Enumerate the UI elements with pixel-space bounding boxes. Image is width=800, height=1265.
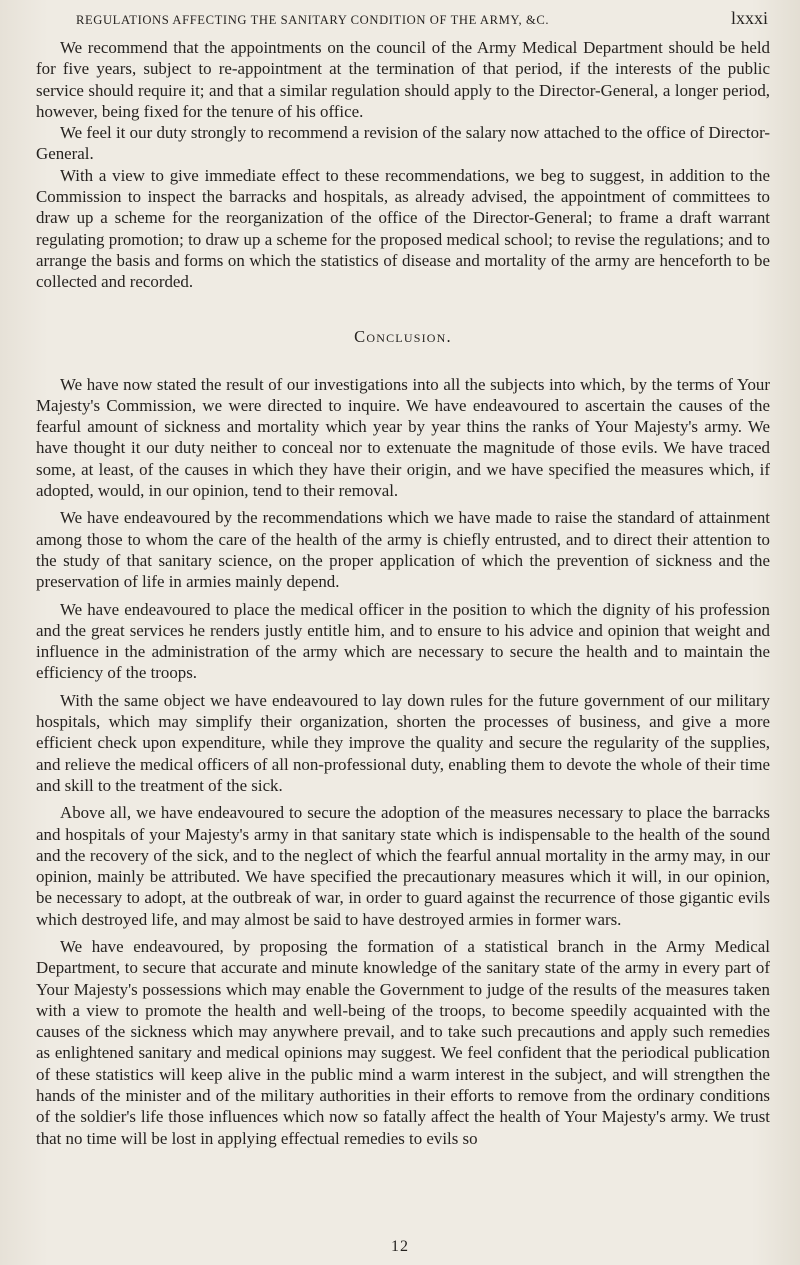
page-number: lxxxi [730,8,768,28]
paragraph-conclusion-5: Above all, we have endeavoured to secure the adoption of the measures necessary to place the barracks and hospitals of your Majesty's army in that sanitary state which is indispensable to the health of the sound and the recovery of the sick, and to the neglect of which the fearful annual mortality in the army may, in our opinion, mainly be attributed. We have specified the precautionary measures which it will, in our opinion, be necessary to adopt, at the outbreak of war, in order to guard against the recurrence of those gigantic evils which destroyed life, and may almost be said to have destroyed armies in former wars. [36,803,770,929]
paragraph-committees: With a view to give immediate effect to these recommendations, we beg to suggest, in addition to the Commission to inspect the barracks and hospitals, as already advised, the appointment of committees to draw up a scheme for the reorganization of the office of the Director-General; to frame a draft warrant regulating promotion; to draw up a scheme for the proposed medical school; to revise the regulations; and to arrange the basis and forms on which the statistics of disease and mortality of the army are henceforth to be collected and recorded. [36,165,770,292]
running-header [76,8,768,29]
signature-mark: 12 [391,1238,409,1255]
paragraph-salary: We feel it our duty strongly to recommend a revision of the salary now attached to the office of Director-General. [36,123,770,164]
paragraph-conclusion-4: With the same object we have endeavoured to lay down rules for the future government of our military hospitals, which may simplify their organization, shorten the processes of business, and give a more efficient check upon expenditure, while they improve the quality and secure the regularity of the supplies, and relieve the medical officers of all non-professional duty, enabling them to devote the whole of their time and skill to the treatment of the sick. [36,690,770,795]
paragraph-conclusion-2: We have endeavoured by the recommendations which we have made to raise the standard of attainment among those to whom the care of the health of the army is chiefly entrusted, and to direct their attention to the study of that sanitary science, on the proper application of which the prevention of sickness and the preservation of life in armies mainly depend. [36,508,770,592]
paragraph-conclusion-6: We have endeavoured, by proposing the formation of a statistical branch in the Army Medical Department, to secure that accurate and minute knowledge of the sanitary state of the army in every part of Your Majesty's possessions which may enable the Government to judge of the results of the measures taken with a view to promote the health and well-being of the troops, to become speedily acquainted with the causes of the sickness which may anywhere prevail, and to take such precautions and apply such remedies as enlightened sanitary and medical opinions may suggest. We feel confident that the periodical publication of these statistics will keep alive in the public mind a warm interest in the subject, and will strengthen the hands of the minister and of the military authorities in their efforts to remove from the ordinary conditions of the soldier's life those influences which now so fatally affect the health of Your Majesty's army. We trust that no time will be lost in applying effectual remedies to evils so [36,936,770,1148]
section-heading-conclusion: Conclusion. [354,326,452,346]
paragraph-conclusion-1: We have now stated the result of our investigations into all the subjects into which, by the terms of Your Majesty's Commission, we were directed to inquire. We have endeavoured to ascertain the causes of the fearful amount of sickness and mortality which year by year thins the ranks of Your Majesty's army. We have thought it our duty neither to conceal nor to extenuate the magnitude of those evils. We have traced some, at least, of the causes in which they have their origin, and we have specified the measures which, if adopted, would, in our opinion, tend to their removal. [36,374,770,501]
paragraph-conclusion-3: We have endeavoured to place the medical officer in the position to which the dignity of his profession and the great services he renders justly entitle him, and to ensure to his advice and opinion that weight and influence in the administration of the army which are necessary to secure the health and to maintain the efficiency of the troops. [36,599,770,683]
paragraph-council-appointments: We recommend that the appointments on the council of the Army Medical Department should be held for five years, subject to re-appointment at the termination of that period, if the interests of the public service should require it; and that a similar regulation should apply to the Director-General, a longer period, however, being fixed for the tenure of his office. [36,38,770,121]
running-title: REGULATIONS AFFECTING THE SANITARY CONDITION OF THE ARMY, &C. [76,13,550,27]
